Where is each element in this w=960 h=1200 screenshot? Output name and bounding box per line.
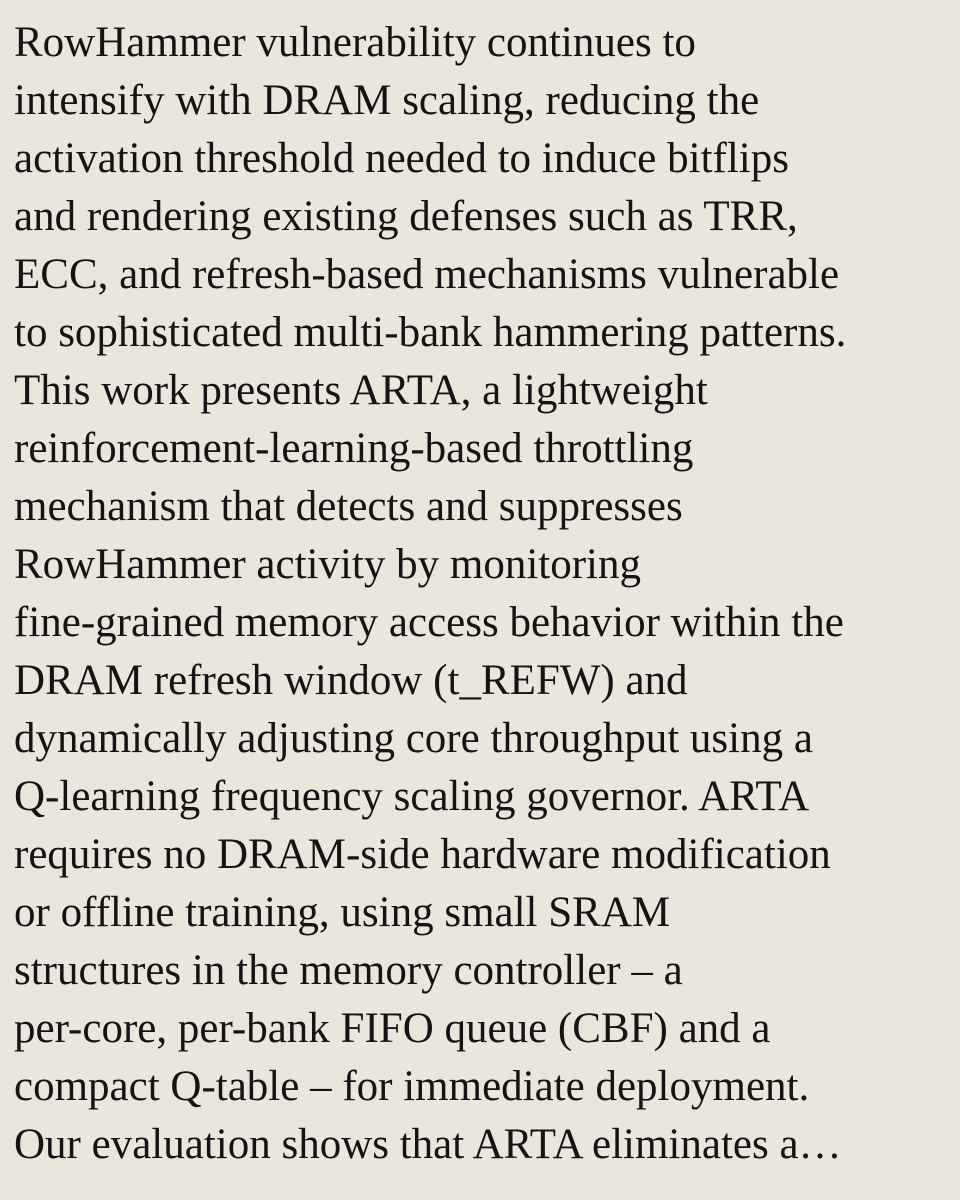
- text-line: to sophisticated multi-bank hammering patterns.: [14, 309, 847, 356]
- text-line: RowHammer activity by monitoring: [14, 541, 641, 588]
- text-line: DRAM refresh window (t_REFW) and: [14, 657, 688, 704]
- text-line: or offline training, using small SRAM: [14, 889, 671, 936]
- text-line: RowHammer vulnerability continues to: [14, 19, 696, 66]
- text-line: Our evaluation shows that ARTA eliminates a…: [14, 1121, 842, 1168]
- text-line: mechanism that detects and suppresses: [14, 483, 683, 530]
- text-line: ECC, and refresh-based mechanisms vulnerable: [14, 251, 840, 298]
- text-line: and rendering existing defenses such as TRR,: [14, 193, 798, 240]
- text-line: compact Q-table – for immediate deployment.: [14, 1063, 810, 1110]
- text-line: activation threshold needed to induce bitflips: [14, 135, 789, 182]
- text-line: structures in the memory controller – a: [14, 947, 683, 994]
- text-line: dynamically adjusting core throughput using a: [14, 715, 813, 762]
- text-line: This work presents ARTA, a lightweight: [14, 367, 708, 414]
- abstract-text: [14, 14, 960, 1174]
- text-line: per-core, per-bank FIFO queue (CBF) and a: [14, 1005, 771, 1052]
- text-line: reinforcement-learning-based throttling: [14, 425, 694, 472]
- text-line: requires no DRAM-side hardware modification: [14, 831, 831, 878]
- text-line: Q-learning frequency scaling governor. ARTA: [14, 773, 810, 820]
- text-line: fine-grained memory access behavior within the: [14, 599, 844, 646]
- text-line: intensify with DRAM scaling, reducing the: [14, 77, 760, 124]
